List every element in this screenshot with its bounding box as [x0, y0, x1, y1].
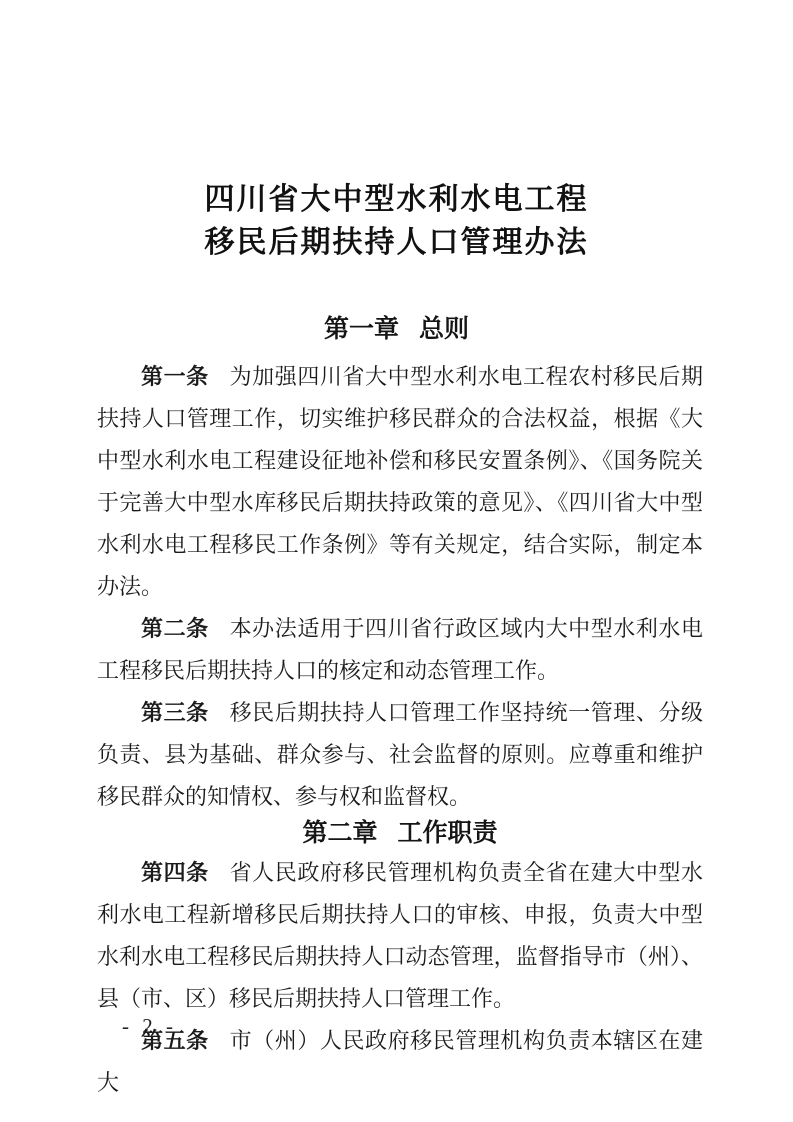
chapter-1-name: 总则	[419, 315, 470, 343]
chapter-2-number: 第二章	[302, 819, 378, 847]
document-title-line-2: 移民后期扶持人口管理办法	[204, 226, 589, 259]
article-5-label: 第五条	[141, 1028, 209, 1053]
article-4-text: 省人民政府移民管理机构负责全省在建大中型水利水电工程新增移民后期扶持人口的审核、申报，负责大中型水利水电工程移民后期扶持人口动态管理，监督指导市（州）、县（市、区）移民后期扶持人口管理工作。	[97, 860, 703, 1011]
article-4-label: 第四条	[141, 860, 209, 885]
chapter-2-heading	[97, 812, 703, 854]
article-5-text: 市（州）人民政府移民管理机构负责本辖区在建大	[97, 1028, 703, 1095]
article-2-label: 第二条	[141, 616, 209, 641]
article-1	[97, 356, 703, 608]
article-1-text: 为加强四川省大中型水利水电工程农村移民后期扶持人口管理工作，切实维护移民群众的合法权益，根据《大中型水利水电工程建设征地补偿和移民安置条例》、《国务院关于完善大中型水库移民后期扶持政策的意见》、《四川省大中型水利水电工程移民工作条例》等有关规定，结合实际，制定本办法。	[97, 364, 703, 599]
chapter-1-number: 第一章	[323, 315, 399, 343]
article-3-label: 第三条	[141, 700, 209, 725]
page-number: - 2 -	[122, 1014, 177, 1038]
article-5	[97, 1020, 703, 1104]
article-3	[97, 692, 703, 818]
document-title	[0, 178, 793, 264]
article-2-text: 本办法适用于四川省行政区域内大中型水利水电工程移民后期扶持人口的核定和动态管理工作。	[97, 616, 703, 683]
article-2	[97, 608, 703, 692]
chapter-2-name: 工作职责	[397, 819, 498, 847]
document-body	[97, 356, 703, 1104]
article-3-text: 移民后期扶持人口管理工作坚持统一管理、分级负责、县为基础、群众参与、社会监督的原则。应尊重和维护移民群众的知情权、参与权和监督权。	[97, 700, 703, 809]
chapter-1-heading	[0, 308, 793, 350]
article-1-label: 第一条	[141, 364, 209, 389]
article-4	[97, 852, 703, 1020]
document-title-line-1: 四川省大中型水利水电工程	[204, 183, 589, 216]
